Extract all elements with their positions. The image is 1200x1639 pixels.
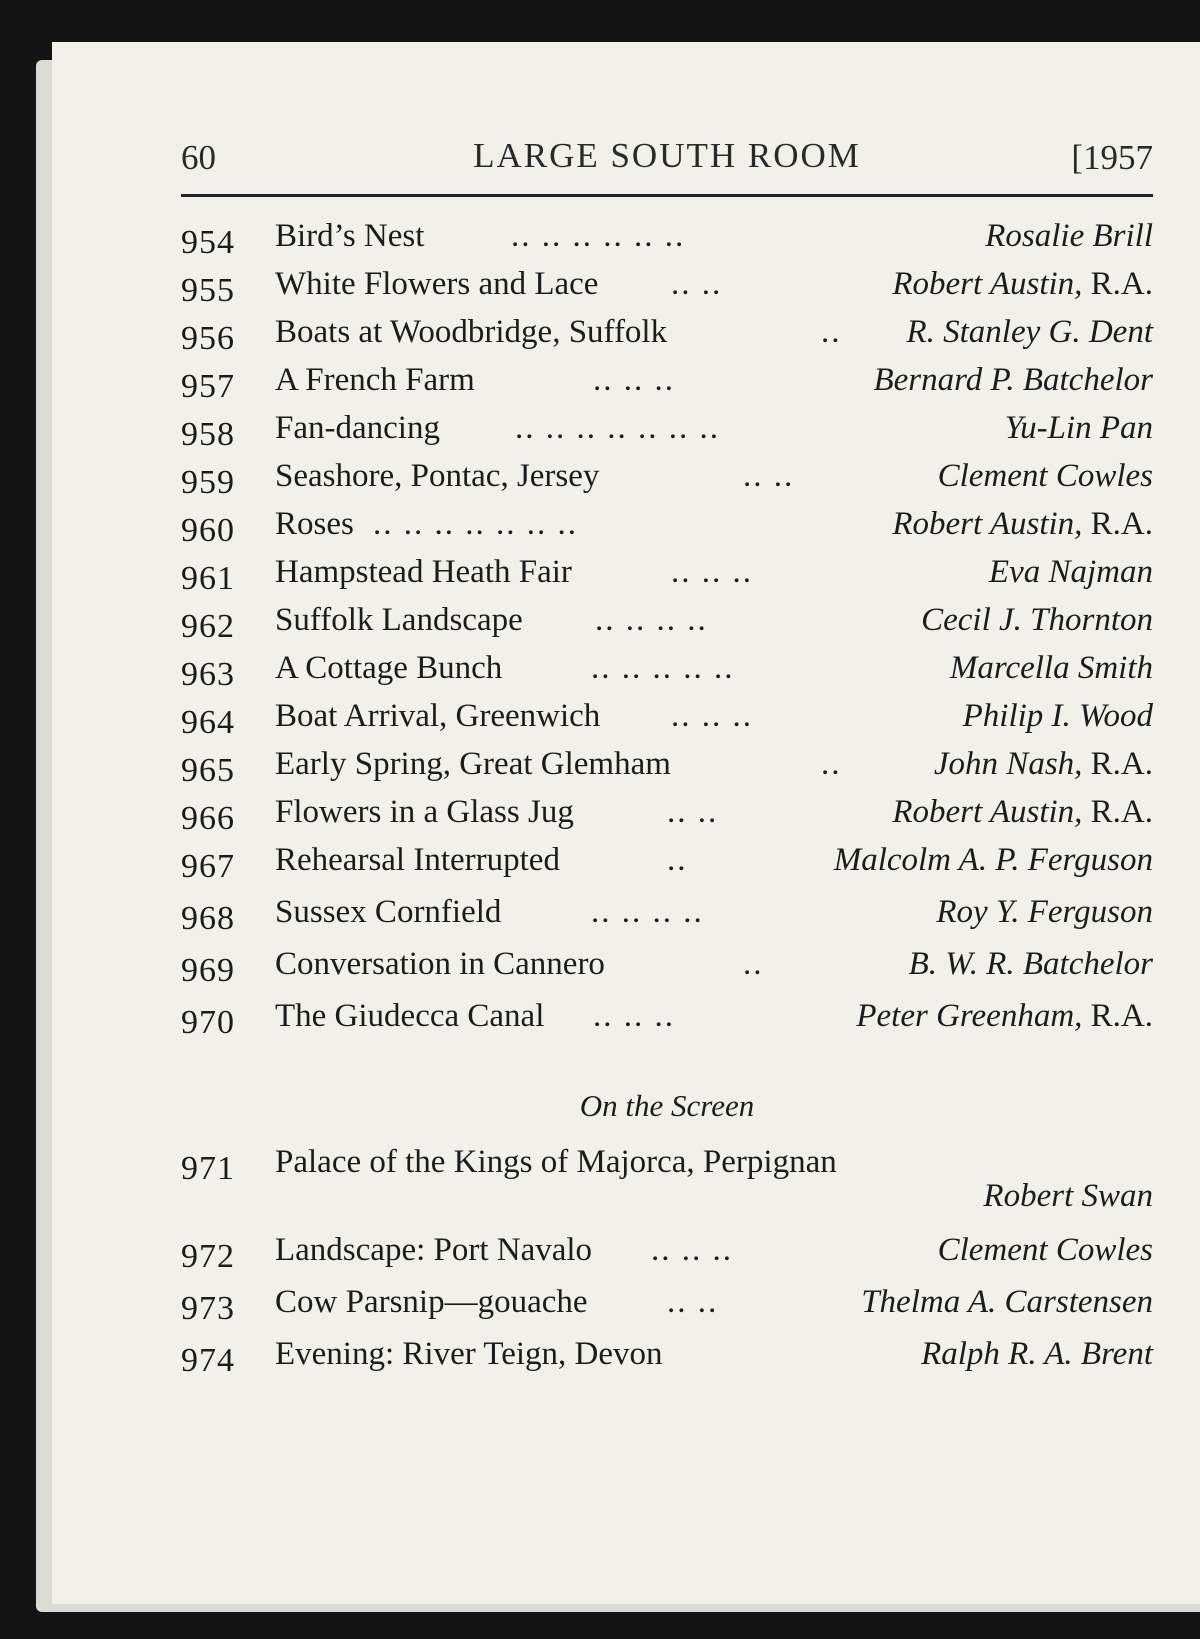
entry-number: 956 bbox=[181, 320, 235, 357]
entry-title: Conversation in Cannero bbox=[275, 946, 605, 982]
catalogue-entry bbox=[181, 994, 1153, 1040]
leader-dots: .. .. .. .. .. .. .. bbox=[373, 506, 578, 542]
catalogue-entry bbox=[181, 598, 1153, 644]
running-header bbox=[181, 138, 1153, 184]
artist-suffix: R.A. bbox=[1082, 266, 1153, 302]
leader-dots: .. .. .. .. bbox=[595, 602, 708, 638]
artist-name: Rosalie Brill bbox=[985, 218, 1153, 254]
leader-dots: .. .. .. bbox=[651, 1232, 733, 1268]
artist-suffix: R.A. bbox=[1082, 998, 1153, 1034]
entry-artist bbox=[938, 458, 1153, 495]
leader-dots: .. .. bbox=[667, 794, 719, 830]
catalogue-entry bbox=[181, 454, 1153, 500]
artist-suffix: R.A. bbox=[1082, 506, 1153, 542]
entry-artist bbox=[934, 746, 1153, 783]
entry-artist bbox=[856, 998, 1153, 1035]
artist-name: Clement Cowles bbox=[937, 458, 1153, 494]
entry-number: 955 bbox=[181, 272, 235, 309]
catalogue-entry bbox=[181, 550, 1153, 596]
artist-name: R. Stanley G. Dent bbox=[906, 314, 1153, 350]
header-rule bbox=[181, 194, 1153, 197]
catalogue-entry bbox=[181, 942, 1153, 988]
entry-artist bbox=[1005, 410, 1153, 447]
page-title: LARGE SOUTH ROOM bbox=[473, 136, 861, 175]
entry-number: 966 bbox=[181, 800, 235, 837]
entry-artist bbox=[892, 506, 1153, 543]
entry-title: Landscape: Port Navalo bbox=[275, 1232, 593, 1268]
artist-name: Philip I. Wood bbox=[962, 698, 1153, 734]
catalogue-entry bbox=[181, 790, 1153, 836]
catalogue-entry bbox=[181, 406, 1153, 452]
catalogue-entry bbox=[181, 742, 1153, 788]
entry-number: 961 bbox=[181, 560, 235, 597]
artist-suffix: R.A. bbox=[1082, 746, 1153, 782]
artist-suffix: R.A. bbox=[1082, 794, 1153, 830]
entry-artist bbox=[909, 946, 1153, 983]
entry-artist bbox=[892, 794, 1153, 831]
entry-artist bbox=[834, 842, 1153, 879]
entry-number: 965 bbox=[181, 752, 235, 789]
section-heading: On the Screen bbox=[579, 1088, 755, 1123]
leader-dots: .. .. .. .. bbox=[591, 894, 704, 930]
entry-number: 962 bbox=[181, 608, 235, 645]
catalogue-entry bbox=[181, 1332, 1153, 1378]
entry-number: 959 bbox=[181, 464, 235, 501]
entry-artist bbox=[873, 362, 1153, 399]
entry-title: Fan-dancing bbox=[275, 410, 440, 446]
entry-number: 969 bbox=[181, 952, 235, 989]
entry-artist bbox=[938, 1232, 1153, 1269]
entry-title: Bird’s Nest bbox=[275, 218, 425, 254]
leader-dots: .. .. .. bbox=[593, 362, 675, 398]
catalogue-entry bbox=[181, 1280, 1153, 1326]
entry-number: 964 bbox=[181, 704, 235, 741]
artist-name: Yu-Lin Pan bbox=[1004, 410, 1153, 446]
entry-number: 974 bbox=[181, 1342, 235, 1379]
artist-name: John Nash, bbox=[933, 746, 1083, 782]
entry-title: Flowers in a Glass Jug bbox=[275, 794, 574, 830]
leader-dots: .. .. .. bbox=[671, 554, 753, 590]
artist-name: Eva Najman bbox=[988, 554, 1153, 590]
entry-artist bbox=[921, 1336, 1153, 1373]
entry-title: Early Spring, Great Glemham bbox=[275, 746, 671, 782]
entry-number: 970 bbox=[181, 1004, 235, 1041]
artist-name: Robert Austin, bbox=[892, 266, 1083, 302]
leader-dots: .. bbox=[821, 314, 842, 350]
entry-number: 971 bbox=[181, 1150, 235, 1187]
entry-title: The Giudecca Canal bbox=[275, 998, 545, 1034]
entry-artist bbox=[906, 314, 1153, 351]
entry-artist bbox=[861, 1284, 1153, 1321]
catalogue-entry bbox=[181, 358, 1153, 404]
leader-dots: .. .. bbox=[667, 1284, 719, 1320]
entry-title: Sussex Cornfield bbox=[275, 894, 502, 930]
entry-artist bbox=[985, 218, 1153, 255]
artist-name: Clement Cowles bbox=[937, 1232, 1153, 1268]
leader-dots: .. .. .. .. .. bbox=[591, 650, 735, 686]
page-number: 60 bbox=[181, 138, 216, 177]
entry-number: 960 bbox=[181, 512, 235, 549]
entry-number: 972 bbox=[181, 1238, 235, 1275]
entry-artist bbox=[963, 698, 1153, 735]
catalogue-entry bbox=[181, 838, 1153, 884]
leader-dots: .. .. .. bbox=[671, 698, 753, 734]
artist-name: Robert Austin, bbox=[892, 506, 1083, 542]
catalogue-entry bbox=[181, 694, 1153, 740]
leader-dots: .. bbox=[743, 946, 764, 982]
artist-name: Marcella Smith bbox=[949, 650, 1153, 686]
entry-title: Cow Parsnip—gouache bbox=[275, 1284, 588, 1320]
artist-name: B. W. R. Batchelor bbox=[908, 946, 1153, 982]
catalogue-entry bbox=[181, 646, 1153, 692]
leader-dots: .. .. .. .. .. .. bbox=[511, 218, 686, 254]
artist-name: Roy Y. Ferguson bbox=[936, 894, 1153, 930]
catalogue-entry bbox=[181, 502, 1153, 548]
entry-number: 954 bbox=[181, 224, 235, 261]
entry-title: Palace of the Kings of Majorca, Perpignan bbox=[275, 1144, 837, 1180]
artist-name: Thelma A. Carstensen bbox=[861, 1284, 1153, 1320]
entry-artist bbox=[892, 266, 1153, 303]
catalogue-entry bbox=[181, 214, 1153, 260]
entry-number: 968 bbox=[181, 900, 235, 937]
artist-name: Malcolm A. P. Ferguson bbox=[833, 842, 1153, 878]
entry-title: A French Farm bbox=[275, 362, 475, 398]
leader-dots: .. .. .. .. .. .. .. bbox=[515, 410, 720, 446]
catalogue-year: [1957 bbox=[1071, 138, 1153, 177]
leader-dots: .. .. .. bbox=[593, 998, 675, 1034]
leader-dots: .. bbox=[821, 746, 842, 782]
entry-title: A Cottage Bunch bbox=[275, 650, 503, 686]
entry-number: 967 bbox=[181, 848, 235, 885]
artist-name: Ralph R. A. Brent bbox=[921, 1336, 1153, 1372]
entry-title: Boat Arrival, Greenwich bbox=[275, 698, 601, 734]
catalogue-entry bbox=[181, 890, 1153, 936]
entry-number: 963 bbox=[181, 656, 235, 693]
entry-title: Evening: River Teign, Devon bbox=[275, 1336, 663, 1372]
leader-dots: .. .. bbox=[671, 266, 723, 302]
entry-number: 958 bbox=[181, 416, 235, 453]
entry-artist: Robert Swan bbox=[983, 1178, 1153, 1214]
catalogue-entry bbox=[181, 310, 1153, 356]
leader-dots: .. bbox=[667, 842, 688, 878]
entry-artist bbox=[989, 554, 1153, 591]
catalogue-entry bbox=[181, 1228, 1153, 1274]
artist-name: Bernard P. Batchelor bbox=[873, 362, 1153, 398]
entry-title: Roses bbox=[275, 506, 354, 542]
leader-dots: .. .. bbox=[743, 458, 795, 494]
entry-artist bbox=[936, 894, 1153, 931]
entry-title: Boats at Woodbridge, Suffolk bbox=[275, 314, 668, 350]
entry-title: Suffolk Landscape bbox=[275, 602, 523, 638]
entry-title: Seashore, Pontac, Jersey bbox=[275, 458, 600, 494]
entry-number: 973 bbox=[181, 1290, 235, 1327]
entry-artist bbox=[950, 650, 1153, 687]
entry-number: 957 bbox=[181, 368, 235, 405]
entry-title: Hampstead Heath Fair bbox=[275, 554, 572, 590]
artist-name: Cecil J. Thornton bbox=[921, 602, 1153, 638]
artist-name: Peter Greenham, bbox=[856, 998, 1083, 1034]
entry-artist bbox=[921, 602, 1153, 639]
catalogue-entry bbox=[181, 262, 1153, 308]
entry-title: White Flowers and Lace bbox=[275, 266, 599, 302]
entry-title: Rehearsal Interrupted bbox=[275, 842, 560, 878]
artist-name: Robert Austin, bbox=[892, 794, 1083, 830]
